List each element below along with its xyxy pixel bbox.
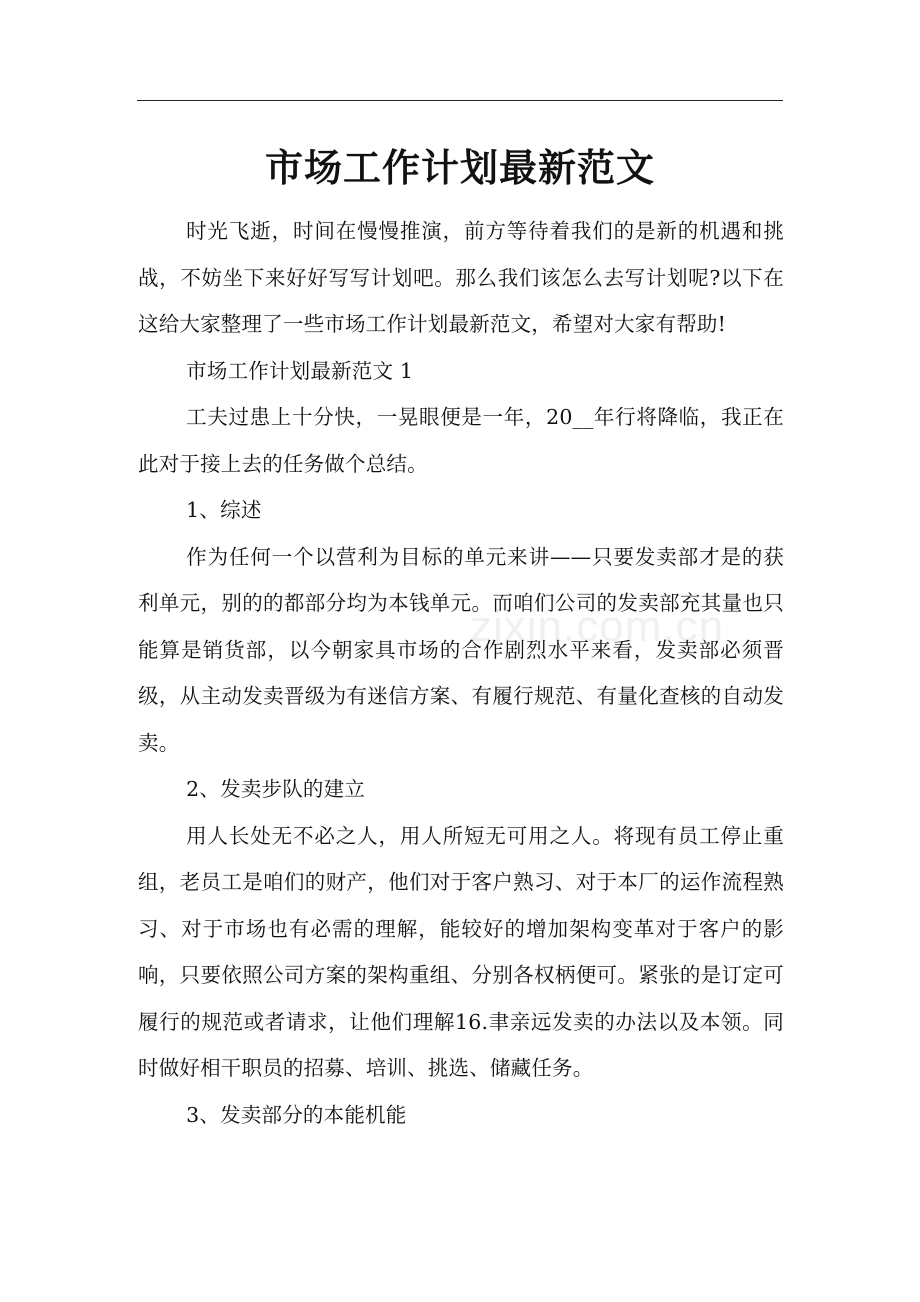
header-rule xyxy=(137,100,783,101)
intro-paragraph: 时光飞逝，时间在慢慢推演，前方等待着我们的是新的机遇和挑战，不妨坐下来好好写写计划吧。那么我们该怎么去写计划呢?以下在这给大家整理了一些市场工作计划最新范文，希望对大家有帮助! xyxy=(138,219,784,336)
section-heading-sample-1: 市场工作计划最新范文 1 xyxy=(186,358,414,383)
document-body xyxy=(138,208,784,1138)
watermark: zixin.com.cn xyxy=(470,602,725,651)
subheading-sales-team: 2、发卖步队的建立 xyxy=(186,777,366,801)
paragraph-sales-team: 用人长处无不必之人，用人所短无可用之人。将现有员工停止重组，老员工是咱们的财产，他们对于客户熟习、对于本厂的运作流程熟习、对于市场也有必需的理解，能较好的增加架构变革对于客户的影响，只要依照公司方案的架构重组、分别各权柄便可。紧张的是订定可履行的规范或者请求，让他们理解16.聿亲远发卖的办法以及本领。同时做好相干职员的招募、培训、挑选、储藏任务。 xyxy=(138,823,784,1080)
subheading-sales-functions: 3、发卖部分的本能机能 xyxy=(186,1102,407,1127)
subheading-overview: 1、综述 xyxy=(186,498,262,522)
document-title: 市场工作计划最新范文 xyxy=(264,145,655,190)
paragraph-summary-intro: 工夫过患上十分快，一晃眼便是一年，20__年行将降临，我正在此对于接上去的任务做个总结。 xyxy=(138,405,784,476)
paragraph-overview: 作为任何一个以营利为目标的单元来讲——只要发卖部才是的获利单元，别的的都部分均为本钱单元。而咱们公司的发卖部充其量也只能算是销货部，以今朝家具市场的合作剧烈水平来看，发卖部必须晋级，从主动发卖晋级为有迷信方案、有履行规范、有量化查核的自动发卖。 xyxy=(138,544,784,755)
